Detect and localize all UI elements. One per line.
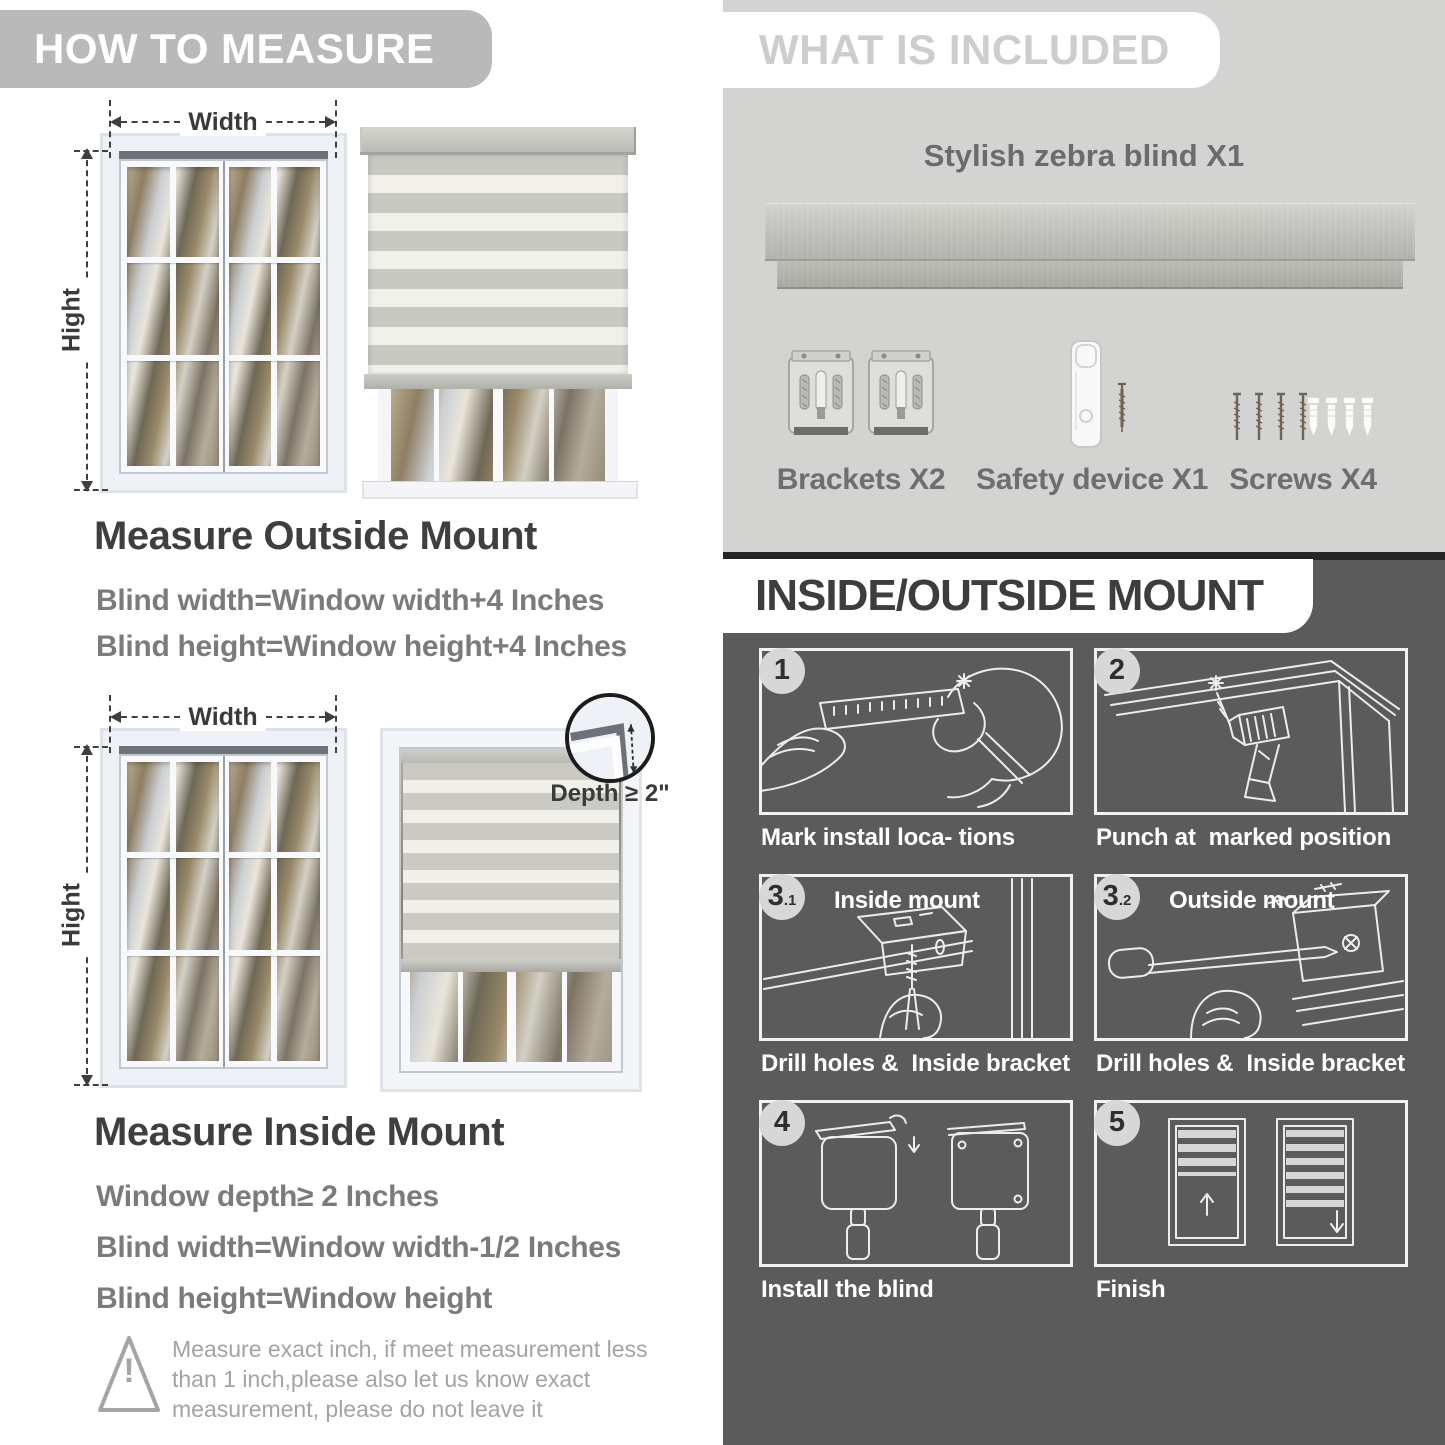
warning-line-3: measurement, please do not leave it bbox=[172, 1396, 543, 1422]
step-title-inside-mount: Inside mount bbox=[834, 887, 980, 914]
brackets-label: Brackets X2 bbox=[776, 463, 946, 496]
screws-label: Screws X4 bbox=[1229, 463, 1377, 496]
arrow-up-icon bbox=[81, 148, 93, 159]
step-number-badge: 1 bbox=[759, 648, 805, 694]
step-number-badge: 3 .2 bbox=[1094, 874, 1140, 920]
ruler-marking-line-art bbox=[762, 651, 1070, 812]
headrail-lower-image bbox=[777, 261, 1403, 289]
step-caption-1: Mark install loca- tions bbox=[761, 824, 1015, 851]
step-number-badge: 3 .1 bbox=[759, 874, 805, 920]
warning-line-1: Measure exact inch, if meet measurement less bbox=[172, 1336, 648, 1362]
height-measure-outside bbox=[57, 150, 88, 490]
window-lintel bbox=[119, 151, 328, 159]
step-caption-2: Punch at marked position bbox=[1096, 824, 1392, 851]
step-panel-4 bbox=[759, 1100, 1073, 1267]
arrow-right-icon bbox=[325, 116, 336, 128]
arrow-right-icon bbox=[325, 711, 336, 723]
screw-icon bbox=[1116, 382, 1128, 434]
step-panel-1 bbox=[759, 648, 1073, 815]
arrow-left-icon bbox=[110, 711, 121, 723]
safety-device-label: Safety device X1 bbox=[975, 463, 1208, 496]
step-caption-3-1: Drill holes & Inside bracket bbox=[761, 1050, 1070, 1077]
step-panel-3-2 bbox=[1094, 874, 1408, 1041]
wall-anchors-icon bbox=[1306, 396, 1378, 442]
arrow-left-icon bbox=[110, 116, 121, 128]
step-caption-3-2: Drill holes & Inside bracket bbox=[1096, 1050, 1405, 1077]
inside-formula-height: Blind height=Window height bbox=[96, 1282, 493, 1315]
zebra-blind-stripes bbox=[368, 155, 628, 374]
step-caption-5: Finish bbox=[1096, 1276, 1166, 1303]
zebra-blind-headrail bbox=[360, 127, 636, 155]
arrow-up-icon bbox=[81, 744, 93, 755]
bracket-icon bbox=[866, 349, 936, 441]
how-to-measure-title: HOW TO MEASURE bbox=[34, 25, 435, 72]
inside-rule-depth: Window depth≥ 2 Inches bbox=[96, 1180, 439, 1213]
inside-mount-title: Measure Inside Mount bbox=[94, 1110, 505, 1154]
window-sill bbox=[362, 481, 638, 499]
outside-mount-title: Measure Outside Mount bbox=[94, 514, 537, 558]
depth-magnifier-icon bbox=[565, 693, 655, 783]
height-label: Hight bbox=[56, 278, 89, 362]
height-measure-inside: Hight bbox=[86, 746, 88, 1084]
bracket-icon bbox=[786, 349, 856, 441]
window-sashes bbox=[119, 159, 328, 474]
width-measure-outside bbox=[110, 108, 336, 136]
exclamation-mark: ! bbox=[123, 1352, 135, 1390]
inside-blind-bottom-bar bbox=[401, 959, 621, 972]
window-below-blind bbox=[378, 389, 618, 481]
inside-outside-mount-title: INSIDE/OUTSIDE MOUNT bbox=[755, 571, 1264, 620]
zebra-blind-bottom-bar bbox=[364, 374, 632, 389]
width-label: Width bbox=[180, 108, 265, 136]
arrow-down-icon bbox=[81, 481, 93, 492]
inside-formula-width: Blind width=Window width-1/2 Inches bbox=[96, 1231, 622, 1264]
depth-label: Depth ≥ 2" bbox=[550, 780, 670, 807]
step-caption-4: Install the blind bbox=[761, 1276, 934, 1303]
drill-line-art bbox=[1097, 651, 1405, 812]
inside-outside-mount-header bbox=[723, 559, 1313, 633]
step-number-badge: 5 bbox=[1094, 1100, 1140, 1146]
safety-device-icon bbox=[1068, 338, 1104, 450]
window-photo-inside bbox=[100, 728, 347, 1088]
width-measure-inside: Width bbox=[110, 703, 336, 731]
headrail-image bbox=[765, 203, 1415, 261]
step-panel-2 bbox=[1094, 648, 1408, 815]
install-blind-line-art bbox=[762, 1103, 1070, 1264]
step-title-outside-mount: Outside mount bbox=[1169, 887, 1335, 914]
what-is-included-header bbox=[723, 12, 1220, 88]
warning-line-2: than 1 inch,please also let us know exact bbox=[172, 1366, 591, 1392]
product-label: Stylish zebra blind X1 bbox=[923, 138, 1245, 173]
arrow-down-icon bbox=[81, 1075, 93, 1086]
step-panel-3-1 bbox=[759, 874, 1073, 1041]
outside-formula-width: Blind width=Window width+4 Inches bbox=[96, 584, 605, 617]
outside-formula-height: Blind height=Window height+4 Inches bbox=[96, 630, 627, 663]
what-is-included-title: WHAT IS INCLUDED bbox=[759, 26, 1170, 73]
how-to-measure-header bbox=[0, 10, 492, 88]
finished-blinds-line-art bbox=[1097, 1103, 1405, 1264]
step-number-badge: 2 bbox=[1094, 648, 1140, 694]
step-number-badge: 4 bbox=[759, 1100, 805, 1146]
step-panel-5 bbox=[1094, 1100, 1408, 1267]
window-photo-outside bbox=[100, 133, 347, 493]
